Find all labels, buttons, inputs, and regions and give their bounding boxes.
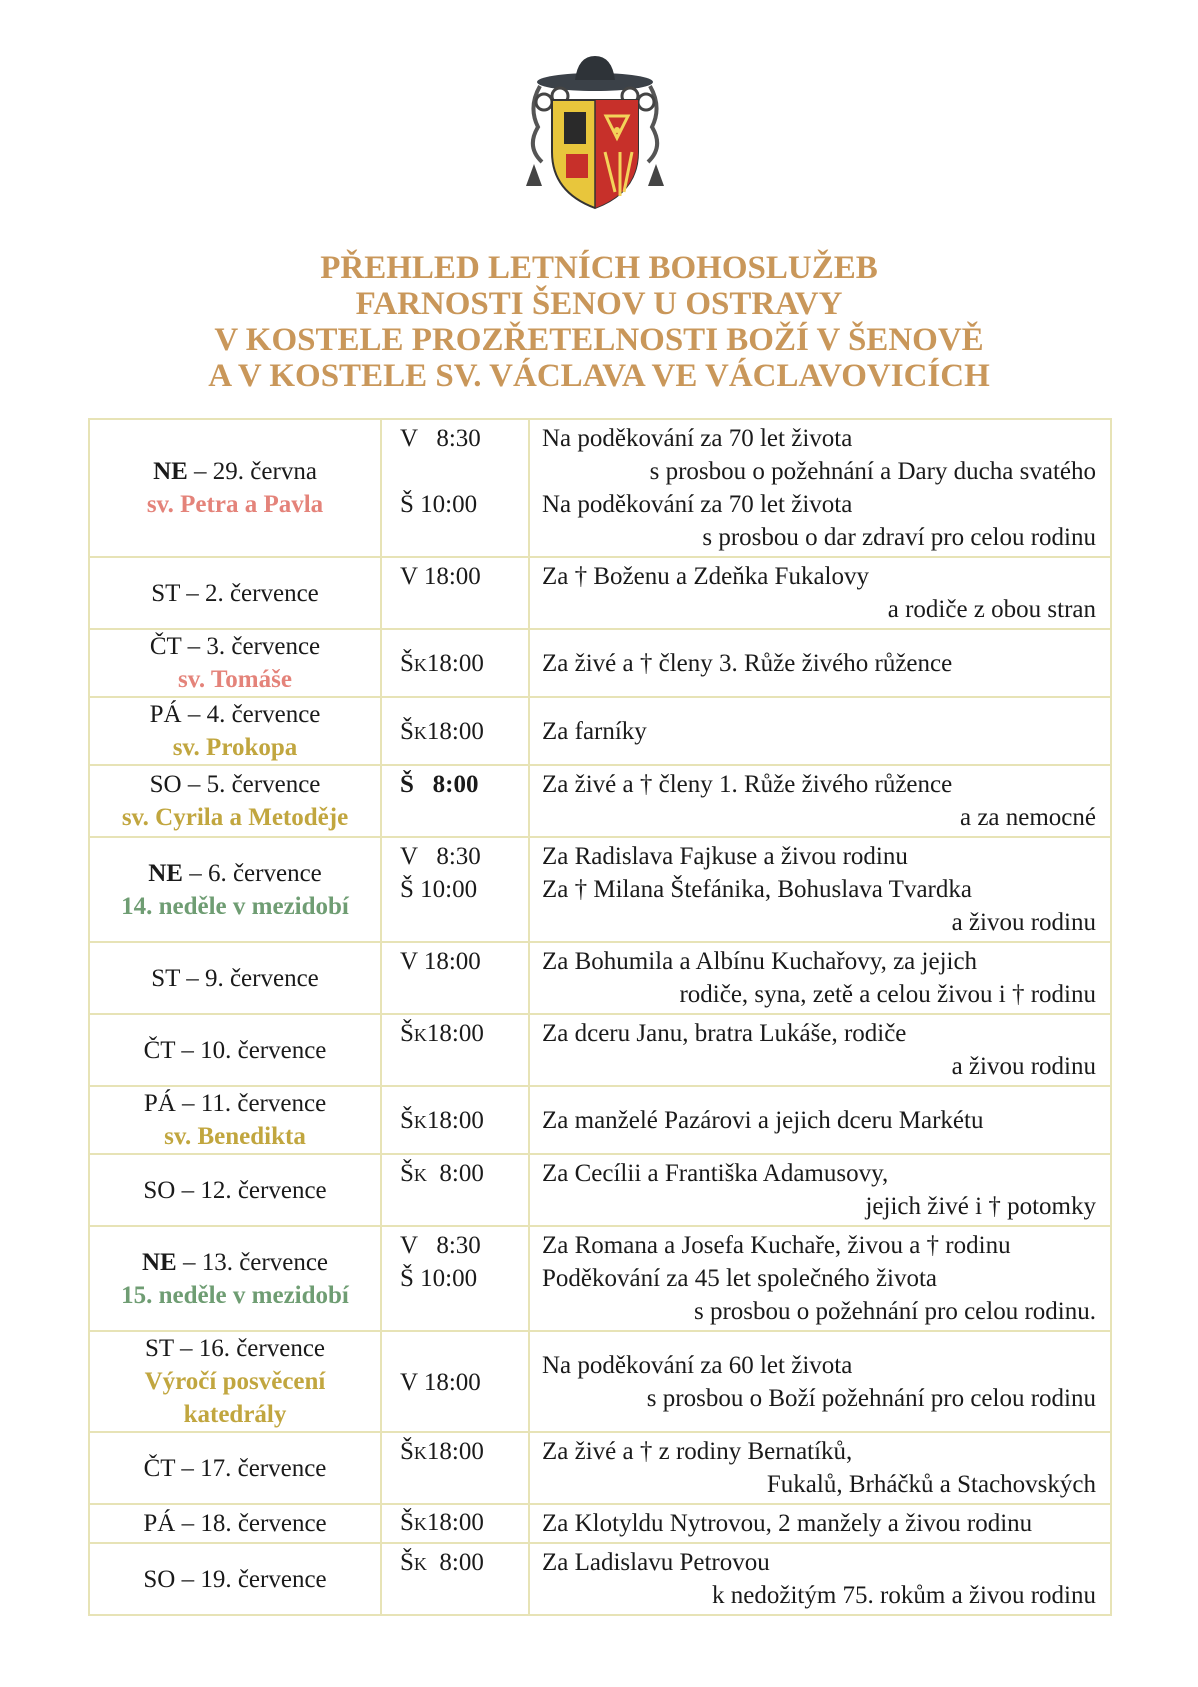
- table-row: [89, 942, 1111, 1014]
- day-of-week: NE: [148, 859, 183, 887]
- date: – 5. července: [181, 771, 321, 798]
- day-cell: [89, 557, 381, 629]
- date: – 13. července: [176, 1248, 329, 1276]
- feast-name: 14. neděle v mezidobí: [121, 892, 349, 920]
- day-of-week: PÁ: [143, 1510, 176, 1537]
- day-cell: [89, 1504, 381, 1543]
- title-line-1: PŘEHLED LETNÍCH BOHOSLUŽEB: [320, 250, 878, 286]
- time-cell: [381, 1543, 529, 1615]
- day-of-week: SO: [149, 771, 182, 798]
- feast-name: sv. Benedikta: [164, 1123, 306, 1150]
- feast-name: sv. Cyrila a Metoděje: [121, 804, 349, 831]
- church-letter: Š: [400, 717, 414, 745]
- church-sub-letter: K: [413, 1111, 427, 1132]
- date: – 12. července: [175, 1176, 327, 1204]
- mass-time: V 8:30: [400, 1232, 481, 1259]
- mass-time: 18:00: [426, 1509, 484, 1536]
- date: – 17. července: [175, 1454, 327, 1482]
- church-sub-letter: K: [413, 1025, 427, 1045]
- day-of-week: ČT: [143, 1454, 176, 1482]
- intention-cell: [529, 1014, 1111, 1086]
- date: – 9. července: [179, 964, 319, 992]
- day-of-week: NE: [153, 458, 188, 485]
- table-row: [89, 1543, 1111, 1615]
- day-of-week: PÁ: [149, 701, 182, 728]
- intention-line: Za Romana a Josefa Kuchaře, živou a † rodinu: [542, 1232, 1011, 1259]
- intention-cell: [529, 1154, 1111, 1226]
- mass-time: V 18:00: [400, 948, 481, 975]
- date: – 18. července: [175, 1510, 327, 1537]
- time-cell: [381, 837, 529, 942]
- intention-line: Za dceru Janu, bratra Lukáše, rodiče: [542, 1020, 907, 1047]
- intention-cell: [529, 837, 1111, 942]
- title-line-3: V KOSTELE PROZŘETELNOSTI BOŽÍ V ŠENOVĚ: [214, 322, 984, 358]
- mass-time: 8:00: [426, 1160, 484, 1187]
- intention-cell: [529, 765, 1111, 837]
- church-sub-letter: K: [413, 722, 427, 743]
- table-row: [89, 629, 1111, 697]
- day-cell: [89, 1014, 381, 1086]
- time-cell: [381, 557, 529, 629]
- intention-line: Fukalů, Brháčků a Stachovských: [766, 1471, 1096, 1498]
- intention-line: s prosbou o požehnání a Dary ducha svatého: [649, 458, 1096, 485]
- intention-line: Za Ladislavu Petrovou: [542, 1549, 770, 1576]
- feast-name: sv. Prokopa: [172, 734, 298, 761]
- time-cell: [381, 1432, 529, 1504]
- intention-cell: [529, 557, 1111, 629]
- intention-cell: [529, 1543, 1111, 1615]
- feast-name: sv. Petra a Pavla: [146, 491, 324, 518]
- church-sub-letter: K: [413, 1165, 427, 1185]
- feast-name: katedrály: [183, 1401, 287, 1428]
- intention-cell: [529, 1432, 1111, 1504]
- feast-name: Výročí posvěcení: [144, 1368, 326, 1395]
- day-of-week: ST: [151, 964, 180, 992]
- intention-line: Za živé a † členy 1. Růže živého růžence: [542, 771, 953, 798]
- day-of-week: NE: [141, 1248, 177, 1276]
- feast-name: 15. neděle v mezidobí: [121, 1281, 349, 1309]
- mass-time: V 18:00: [400, 1369, 481, 1396]
- intention-line: Poděkování za 45 let společného života: [542, 1265, 938, 1292]
- intention-line: a za nemocné: [959, 804, 1096, 831]
- day-cell: [89, 837, 381, 942]
- intention-cell: [529, 1504, 1111, 1543]
- feast-name: sv. Tomáše: [178, 666, 292, 693]
- table-row: [89, 837, 1111, 942]
- mass-time: V 8:30: [400, 843, 481, 870]
- date: – 4. července: [181, 701, 321, 728]
- church-sub-letter: K: [413, 1554, 427, 1574]
- day-cell: [89, 629, 381, 697]
- table-row: [89, 1154, 1111, 1226]
- intention-cell: [529, 942, 1111, 1014]
- mass-time: 18:00: [426, 1438, 484, 1465]
- day-cell: [89, 419, 381, 557]
- church-letter: Š: [400, 1438, 414, 1465]
- intention-line: a živou rodinu: [951, 909, 1096, 936]
- day-of-week: SO: [143, 1176, 176, 1204]
- intention-line: a rodiče z obou stran: [887, 596, 1096, 623]
- date: – 3. července: [181, 633, 321, 660]
- time-cell: [381, 1226, 529, 1331]
- date: – 10. července: [175, 1036, 327, 1064]
- time-cell: [381, 1331, 529, 1432]
- intention-line: Za Klotyldu Nytrovou, 2 manžely a živou rodinu: [542, 1510, 1033, 1537]
- time-cell: [381, 629, 529, 697]
- date: – 16. července: [173, 1335, 326, 1362]
- intention-line: Za Bohumila a Albínu Kuchařovy, za jejich: [542, 948, 978, 975]
- time-cell: [381, 697, 529, 765]
- title-line-2: FARNOSTI ŠENOV U OSTRAVY: [355, 286, 843, 322]
- intention-line: Za † Boženu a Zdeňka Fukalovy: [542, 563, 869, 590]
- date: – 6. července: [182, 859, 322, 887]
- date: – 29. června: [187, 458, 317, 485]
- table-row: [89, 1086, 1111, 1154]
- day-cell: [89, 765, 381, 837]
- intention-line: rodiče, syna, zetě a celou živou i † rodinu: [679, 981, 1096, 1008]
- table-row: [89, 697, 1111, 765]
- day-of-week: ČT: [149, 633, 182, 660]
- coat-of-arms-emblem: [520, 52, 670, 212]
- intention-line: s prosbou o požehnání pro celou rodinu.: [693, 1298, 1096, 1325]
- time-cell: [381, 1504, 529, 1543]
- day-of-week: ČT: [143, 1036, 176, 1064]
- intention-line: jejich živé i † potomky: [865, 1193, 1096, 1220]
- intention-line: a živou rodinu: [951, 1053, 1096, 1080]
- mass-time: Š 8:00: [400, 771, 479, 798]
- intention-line: Za farníky: [542, 717, 647, 745]
- church-letter: Š: [400, 1509, 414, 1536]
- intention-cell: [529, 1226, 1111, 1331]
- table-row: [89, 765, 1111, 837]
- day-cell: [89, 1086, 381, 1154]
- intention-line: Na poděkování za 60 let života: [542, 1351, 853, 1379]
- church-sub-letter: K: [413, 1514, 427, 1534]
- mass-time: V 18:00: [400, 563, 481, 590]
- church-sub-letter: K: [413, 1443, 427, 1463]
- intention-line: Na poděkování za 70 let života: [542, 425, 853, 452]
- day-of-week: SO: [143, 1565, 176, 1593]
- day-cell: [89, 1226, 381, 1331]
- mass-time: Š 10:00: [400, 491, 478, 518]
- day-of-week: ST: [151, 579, 180, 607]
- date: – 2. července: [179, 579, 319, 607]
- church-sub-letter: K: [413, 654, 427, 675]
- time-cell: [381, 765, 529, 837]
- intention-line: k nedožitým 75. rokům a živou rodinu: [712, 1582, 1096, 1609]
- page-title: [0, 250, 1198, 394]
- day-cell: [89, 942, 381, 1014]
- day-cell: [89, 697, 381, 765]
- mass-time: 18:00: [426, 649, 484, 677]
- time-cell: [381, 1014, 529, 1086]
- intention-cell: [529, 629, 1111, 697]
- mass-time: 18:00: [426, 717, 484, 745]
- day-cell: [89, 1543, 381, 1615]
- mass-time: Š 10:00: [400, 876, 478, 903]
- intention-line: Na poděkování za 70 let života: [542, 491, 853, 518]
- day-cell: [89, 1154, 381, 1226]
- date: – 11. července: [175, 1090, 327, 1117]
- church-letter: Š: [400, 1020, 414, 1047]
- mass-time: 18:00: [426, 1106, 484, 1134]
- table-row: [89, 557, 1111, 629]
- time-cell: [381, 419, 529, 557]
- mass-time: 18:00: [426, 1020, 484, 1047]
- mass-time: Š 10:00: [400, 1265, 478, 1292]
- mass-time: 8:00: [426, 1549, 484, 1576]
- table-row: [89, 1014, 1111, 1086]
- time-cell: [381, 942, 529, 1014]
- intention-line: Za manželé Pazárovi a jejich dceru Markétu: [542, 1106, 984, 1134]
- church-letter: Š: [400, 1549, 414, 1576]
- day-of-week: ST: [144, 1335, 174, 1362]
- time-cell: [381, 1086, 529, 1154]
- schedule-table: [88, 418, 1112, 1616]
- mass-time: V 8:30: [400, 425, 481, 452]
- intention-line: Za živé a † z rodiny Bernatíků,: [542, 1438, 853, 1465]
- church-letter: Š: [400, 1160, 414, 1187]
- church-letter: Š: [400, 649, 414, 677]
- day-cell: [89, 1432, 381, 1504]
- intention-cell: [529, 697, 1111, 765]
- intention-line: Za Radislava Fajkuse a živou rodinu: [542, 843, 908, 870]
- intention-cell: [529, 1331, 1111, 1432]
- table-row: [89, 1226, 1111, 1331]
- day-of-week: PÁ: [143, 1090, 176, 1117]
- table-row: [89, 1432, 1111, 1504]
- intention-cell: [529, 419, 1111, 557]
- table-row: [89, 419, 1111, 557]
- intention-cell: [529, 1086, 1111, 1154]
- title-line-4: A V KOSTELE SV. VÁCLAVA VE VÁCLAVOVICÍCH: [208, 358, 990, 394]
- intention-line: s prosbou o dar zdraví pro celou rodinu: [702, 524, 1096, 551]
- intention-line: s prosbou o Boží požehnání pro celou rodinu: [646, 1384, 1096, 1412]
- date: – 19. července: [175, 1565, 327, 1593]
- time-cell: [381, 1154, 529, 1226]
- table-row: [89, 1331, 1111, 1432]
- church-letter: Š: [400, 1106, 414, 1134]
- day-cell: [89, 1331, 381, 1432]
- intention-line: Za živé a † členy 3. Růže živého růžence: [542, 649, 953, 677]
- intention-line: Za † Milana Štefánika, Bohuslava Tvardka: [542, 876, 972, 903]
- table-row: [89, 1504, 1111, 1543]
- intention-line: Za Cecílii a Františka Adamusovy,: [542, 1160, 889, 1187]
